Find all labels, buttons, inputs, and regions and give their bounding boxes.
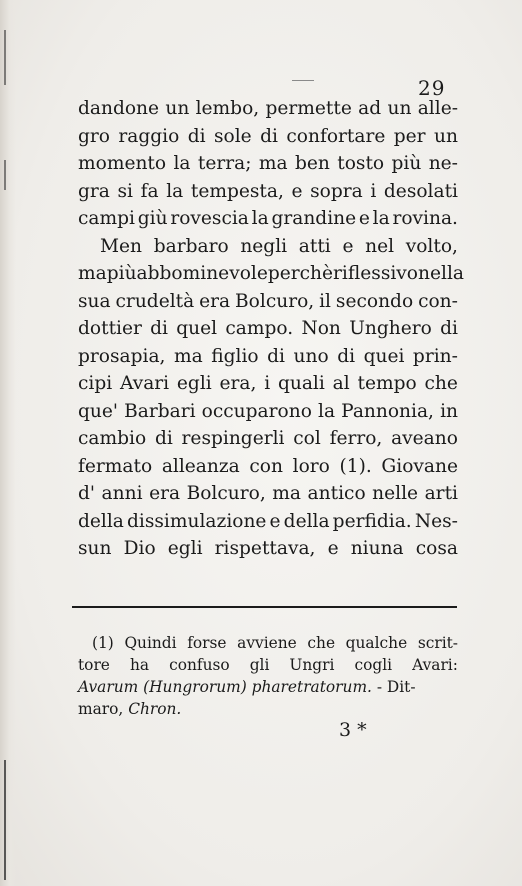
text-line: d' anni era Bolcuro, ma antico nelle arti [78, 483, 458, 504]
text-line: gro raggio di sole di confortare per un [78, 125, 458, 147]
footnote-source-italic: Chron. [128, 700, 182, 718]
page-gutter [0, 0, 16, 886]
text-line: sun Dio egli rispettava, e niuna cosa [78, 538, 458, 559]
gutter-binding-mark [4, 760, 6, 880]
footnote-citation-tail: - Dit- [371, 678, 416, 696]
footnote-line: tore ha confuso gli Ungri cogli Avari: [78, 656, 458, 674]
text-line: ma più abbominevole perchè riflessivo nella [78, 263, 464, 284]
text-line: della dissimulazione e della perfidia. Nes- [78, 510, 458, 532]
footnote [78, 632, 458, 720]
text-line: Men barbaro negli atti e nel volto, [100, 235, 458, 257]
text-line: campi giù rovescia la grandine e la rovina. [78, 208, 458, 229]
text-line: que' Barbari occuparono la Pannonia, in [78, 400, 458, 422]
footnote-line [78, 698, 458, 720]
text-line: cambio di respingerli col ferro, aveano [78, 428, 458, 449]
header-dash [292, 80, 314, 81]
footnote-rule [72, 606, 457, 608]
footnote-line: (1) Quindi forse avviene che qualche scrit- [92, 634, 458, 652]
text-line: gra si fa la tempesta, e sopra i desolati [78, 180, 458, 202]
footnote-citation-italic: Avarum (Hungrorum) pharetratorum. [78, 678, 372, 696]
text-line: cipi Avari egli era, i quali al tempo che [78, 373, 458, 394]
page-number: 29 [418, 76, 446, 100]
text-line: sua crudeltà era Bolcuro, il secondo con- [78, 290, 458, 312]
text-line: dandone un lembo, permette ad un alle- [78, 98, 458, 119]
signature-mark: 3 * [339, 719, 367, 741]
gutter-binding-mark [4, 30, 6, 85]
footnote-author: maro, [78, 700, 129, 718]
text-line: momento la terra; ma ben tosto più ne- [78, 153, 458, 174]
gutter-binding-mark [4, 160, 6, 190]
text-line: fermato alleanza con loro (1). Giovane [78, 455, 458, 477]
text-line: dottier di quel campo. Non Unghero di [78, 318, 458, 339]
text-line: prosapia, ma figlio di uno di quei prin- [78, 345, 458, 367]
footnote-line [78, 676, 458, 698]
main-text [78, 95, 464, 563]
